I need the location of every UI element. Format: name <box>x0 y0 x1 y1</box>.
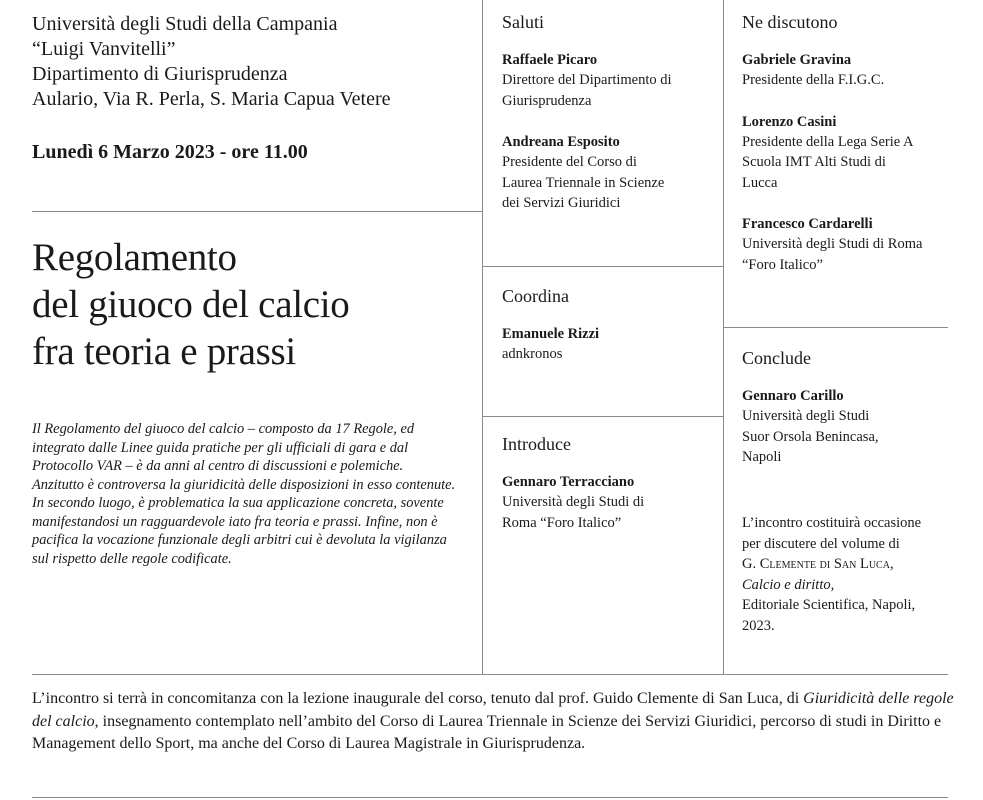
event-abstract: Il Regolamento del giuoco del calcio – composto da 17 Regole, ed integrato dalle Linee guida pratiche per gli ufficiali di gara e dal Protocollo VAR – è da anni al centro di discussioni e polemiche. Anzitutto è controversa la giuridicità delle disposizioni in esso contenute. In secondo luogo, è problematica la sua applicazione concreta, sovente manifestandosi un ragguardevole iato fra teoria e prassi. Infine, non è pacifica la vocazione funzionale degli arbitri cui è devoluta la vigilanza sul rispetto delle regole codificate. <box>32 421 456 567</box>
title-line: Regolamento <box>32 236 237 279</box>
speaker-name: Gabriele Gravina <box>742 52 852 68</box>
speaker <box>502 325 720 365</box>
bottom-note-text: L’incontro si terrà in concomitanza con la lezione inaugurale del corso, tenuto dal prof. Guido Clemente di San Luca, di <box>32 690 804 707</box>
speaker-role <box>742 70 978 91</box>
book-note-line: L’incontro costituirà occasione <box>742 515 922 531</box>
speaker-role <box>502 492 720 533</box>
speaker <box>742 113 978 194</box>
divider-left-column <box>482 0 483 674</box>
speaker-role-line: Università degli Studi <box>742 408 870 424</box>
book-author: G. Clemente di San Luca, <box>742 556 894 572</box>
title-line: del giuoco del calcio <box>32 283 350 326</box>
speaker-role <box>502 70 720 111</box>
title-line: fra teoria e prassi <box>32 330 296 373</box>
section-heading: Ne discutono <box>742 12 838 32</box>
speaker <box>502 473 720 533</box>
speaker-role <box>502 344 720 365</box>
speaker-role-line: Napoli <box>742 449 782 465</box>
speaker-role <box>502 152 720 214</box>
speaker-role-line: Scuola IMT Alti Studi di <box>742 154 886 170</box>
speaker-role-line: Presidente della F.I.G.C. <box>742 72 885 88</box>
book-year: 2023. <box>742 617 775 634</box>
bottom-note-text: , insegnamento contemplato nell’ambito del Corso di Laurea Triennale in Scienze dei Servizi Giuridici, percorso di studi in Diritto e Management dello Sport, ma anche del Corso di Laurea Magistrale in Giurisprudenza. <box>32 712 942 752</box>
speaker-role-line: Suor Orsola Benincasa, <box>742 428 879 445</box>
university-line: “Luigi Vanvitelli” <box>32 38 176 60</box>
course-name: Giuridicità delle regole del calcio <box>32 690 954 730</box>
speaker-role-line: Lucca <box>742 174 778 191</box>
divider-coordina-introduce <box>482 416 723 417</box>
book-publisher: Editoriale Scientifica, Napoli, <box>742 597 916 613</box>
divider-right-column <box>723 0 724 674</box>
section-coordina <box>502 285 720 365</box>
section-heading: Introduce <box>502 434 571 454</box>
divider-main-bottom <box>32 674 948 675</box>
section-ne-discutono <box>742 11 978 275</box>
section-saluti <box>502 11 720 214</box>
section-introduce <box>502 433 720 533</box>
book-note <box>742 513 978 636</box>
speaker <box>742 387 978 468</box>
university-line: Università degli Studi della Campania <box>32 13 338 35</box>
divider-saluti-coordina <box>482 266 723 267</box>
speaker-role <box>742 132 978 194</box>
speaker-name: Gennaro Carillo <box>742 388 844 404</box>
speaker-role-line: Roma “Foro Italico” <box>502 514 622 531</box>
speaker-name: Raffaele Picaro <box>502 52 598 68</box>
speaker-name: Andreana Esposito <box>502 134 620 150</box>
speaker <box>742 215 978 275</box>
university-line: Dipartimento di Giurisprudenza <box>32 63 288 85</box>
speaker-role-line: Presidente del Corso di <box>502 154 637 170</box>
speaker-name: Gennaro Terracciano <box>502 474 635 490</box>
speaker-role <box>742 234 978 275</box>
event-date-time: Lunedì 6 Marzo 2023 - ore 11.00 <box>32 141 308 163</box>
divider-discutono-conclude <box>723 327 948 328</box>
divider-footer <box>32 797 948 798</box>
speaker-role <box>742 406 978 468</box>
speaker <box>742 51 978 91</box>
university-line: Aulario, Via R. Perla, S. Maria Capua Vetere <box>32 88 391 110</box>
book-note-line: per discutere del volume di <box>742 535 900 552</box>
speaker-role-line: Presidente della Lega Serie A <box>742 133 914 150</box>
speaker-role-line: Giurisprudenza <box>502 92 592 109</box>
section-heading: Saluti <box>502 12 545 32</box>
speaker <box>502 133 720 214</box>
speaker-role-line: Università degli Studi di <box>502 494 645 510</box>
speaker-role-line: dei Servizi Giuridici <box>502 195 621 211</box>
section-conclude <box>742 347 978 468</box>
speaker-name: Lorenzo Casini <box>742 113 837 130</box>
speaker-role-line: “Foro Italico” <box>742 256 823 273</box>
university-info <box>32 12 472 112</box>
speaker-name: Francesco Cardarelli <box>742 216 873 232</box>
speaker-name: Emanuele Rizzi <box>502 326 600 342</box>
book-title: Calcio e diritto, <box>742 576 835 593</box>
section-heading: Coordina <box>502 286 569 306</box>
speaker-role-line: Università degli Studi di Roma <box>742 236 923 252</box>
speaker-role-line: adnkronos <box>502 346 563 362</box>
bottom-note <box>32 688 962 756</box>
event-title <box>32 234 472 375</box>
speaker <box>502 51 720 111</box>
divider-header-title <box>32 211 482 212</box>
section-heading: Conclude <box>742 348 811 368</box>
speaker-role-line: Direttore del Dipartimento di <box>502 72 672 88</box>
speaker-role-line: Laurea Triennale in Scienze <box>502 174 665 191</box>
